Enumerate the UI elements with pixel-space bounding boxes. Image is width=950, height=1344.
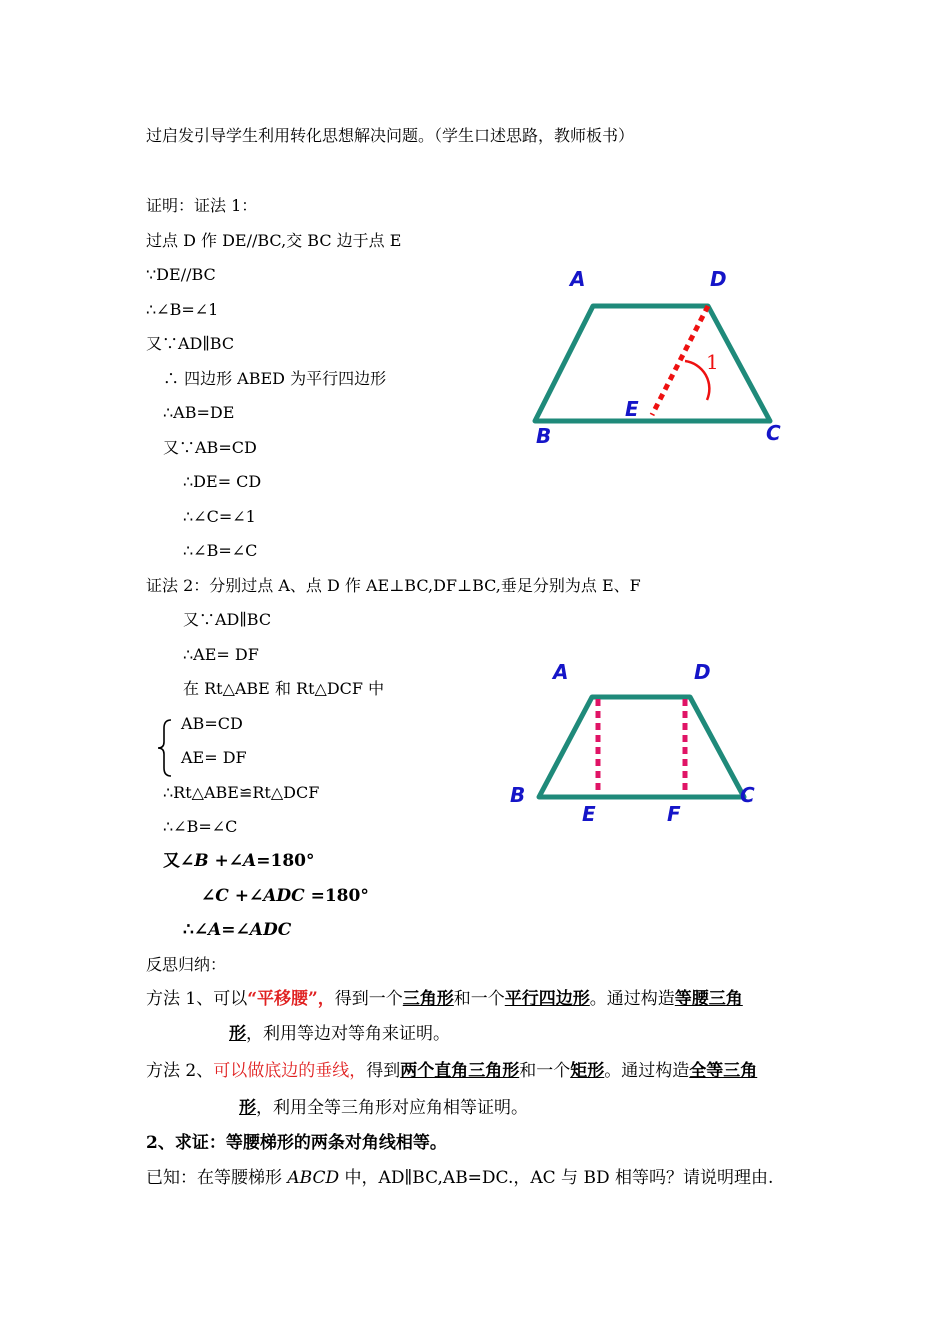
label-c: C xyxy=(766,421,781,445)
label-a-2: A xyxy=(553,660,569,684)
angle-sum-line-1: 又∠B +∠A=180° xyxy=(163,851,315,871)
angle-sum-line-2: ∠C +∠ADC =180° xyxy=(201,886,369,906)
brace-symbol xyxy=(155,718,175,778)
proof1-line-6: ∴AB=DE xyxy=(163,403,235,422)
proof2-line-1: 又∵AD∥BC xyxy=(183,610,272,629)
label-b-2: B xyxy=(510,783,526,807)
problem2-title: 2、求证：等腰梯形的两条对角线相等。 xyxy=(146,1133,447,1153)
label-a: A xyxy=(570,267,586,291)
label-e: E xyxy=(625,397,639,421)
proof2-line-3: 在 Rt△ABE 和 Rt△DCF 中 xyxy=(183,679,385,698)
label-e-2: E xyxy=(582,802,596,826)
reflection-heading: 反思归纳： xyxy=(146,955,227,974)
proof1-line-8: ∴DE= CD xyxy=(183,472,262,491)
proof2-line-7: ∴∠B=∠C xyxy=(163,817,238,836)
proof1-line-9: ∴∠C=∠1 xyxy=(183,507,256,526)
trapezoid-abcd xyxy=(535,306,770,421)
label-d-2: D xyxy=(694,660,711,684)
proof2-line-6: ∴Rt△ABE≌Rt△DCF xyxy=(163,783,320,802)
proof2-line-4: AB=CD xyxy=(181,714,243,733)
method1-line-2: 形，利用等边对等角来证明。 xyxy=(229,1024,450,1044)
method1-line: 方法 1、可以“平移腰”，得到一个三角形和一个平行四边形。通过构造等腰三角 xyxy=(146,989,743,1009)
segment-de xyxy=(652,306,708,415)
trapezoid-figure-2 xyxy=(505,655,775,830)
angle-1-label: 1 xyxy=(706,350,719,374)
intro-text: 过启发引导学生利用转化思想解决问题。（学生口述思路，教师板书） xyxy=(146,126,635,145)
proof1-line-7: 又∵AB=CD xyxy=(163,438,257,457)
trapezoid-abcd-2 xyxy=(539,697,744,797)
problem2-known: 已知：在等腰梯形 ABCD 中，AD∥BC,AB=DC.，AC 与 BD 相等吗？请说明理由. xyxy=(146,1168,774,1188)
method2-line: 方法 2、可以做底边的垂线，得到两个直角三角形和一个矩形。通过构造全等三角 xyxy=(146,1061,758,1081)
proof1-line-2: ∵DE//BC xyxy=(146,265,216,284)
proof1-line-5: ∴ 四边形 ABED 为平行四边形 xyxy=(163,369,387,388)
angle-conclusion: ∴∠A=∠ADC xyxy=(183,920,292,940)
proof2-heading: 证法 2：分别过点 A、点 D 作 AE⊥BC,DF⊥BC,垂足分别为点 E、F xyxy=(146,576,641,595)
proof1-line-1: 过点 D 作 DE//BC,交 BC 边于点 E xyxy=(146,231,402,250)
proof2-line-5: AE= DF xyxy=(181,748,247,767)
proof1-line-3: ∴∠B=∠1 xyxy=(146,300,219,319)
label-f-2: F xyxy=(667,802,681,826)
proof1-line-10: ∴∠B=∠C xyxy=(183,541,258,560)
trapezoid-figure-1 xyxy=(520,262,800,452)
proof1-heading: 证明：证法 1： xyxy=(146,196,258,215)
proof2-line-2: ∴AE= DF xyxy=(183,645,259,664)
label-b: B xyxy=(536,424,552,448)
label-c-2: C xyxy=(740,783,755,807)
proof1-line-4: 又∵AD∥BC xyxy=(146,334,235,353)
method2-line-2: 形，利用全等三角形对应角相等证明。 xyxy=(239,1098,528,1118)
label-d: D xyxy=(710,267,727,291)
